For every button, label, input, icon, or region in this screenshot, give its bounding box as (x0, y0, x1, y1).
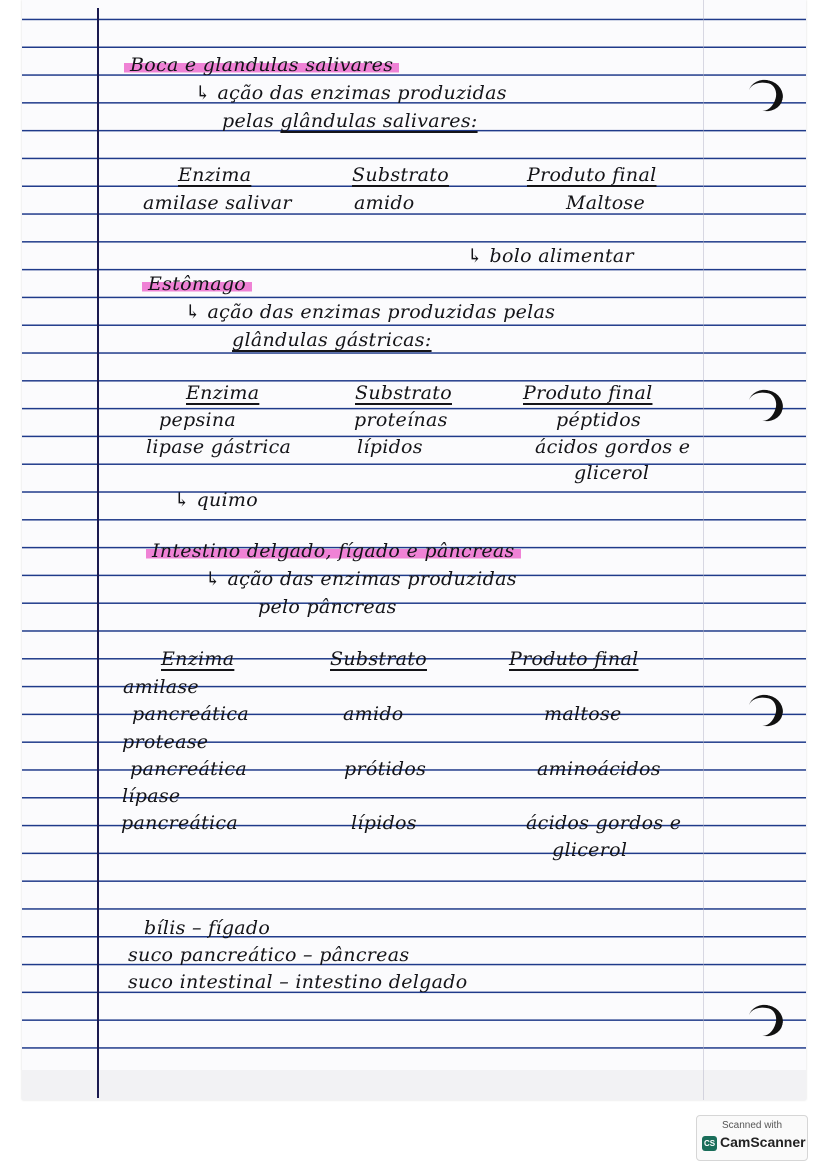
section-title-intestine: Intestino delgado, fígado e pâncreas (146, 540, 521, 562)
note-pancreatic-juice: suco pancreático – pâncreas (128, 944, 410, 966)
s3-row3-enzyme-b: pancreática (121, 812, 239, 834)
s3-row2-enzyme-b: pancreática (130, 758, 248, 780)
s2-row2-enzyme: lipase gástrica (146, 436, 292, 458)
note-intestinal-juice: suco intestinal – intestino delgado (128, 971, 468, 993)
s2-row2-substrate: lípidos (357, 436, 423, 458)
s3-row1-enzyme-a: amilase (123, 676, 199, 698)
s2-result: ↳ quimo (174, 489, 258, 511)
s1-result: ↳ bolo alimentar (467, 245, 634, 267)
left-margin-line (97, 8, 99, 1098)
page-bottom-edge (22, 1070, 806, 1100)
section-title-mouth: Boca e glandulas salivares (124, 54, 399, 76)
s3-row2-enzyme-a: protease (122, 731, 209, 753)
s3-row1-enzyme-b: pancreática (132, 703, 250, 725)
camscanner-watermark (696, 1115, 808, 1161)
s2-header-enzyme: Enzima (186, 382, 260, 404)
s3-row2-product: aminoácidos (537, 758, 661, 780)
camscanner-logo-icon: CS (702, 1136, 717, 1151)
s2-header-substrate: Substrato (355, 382, 452, 404)
section-1-line-1: ↳ ação das enzimas produzidas (195, 82, 507, 104)
s3-row3-product: ácidos gordos e (526, 812, 682, 834)
section-3-line-1: ↳ ação das enzimas produzidas (205, 568, 517, 590)
scanned-with-text: Scanned with (721, 1120, 783, 1131)
s3-row1-product: maltose (544, 703, 622, 725)
s3-row2-substrate: prótidos (344, 758, 427, 780)
section-1-line-2-underlined: glândulas salivares: (280, 110, 478, 132)
section-1-line-2-pre: pelas (222, 110, 275, 132)
s3-row1-substrate: amido (343, 703, 404, 725)
section-2-line-2: glândulas gástricas: (232, 329, 432, 351)
s2-header-product: Produto final (523, 382, 653, 404)
section-3-line-2: pelo pâncreas (258, 596, 397, 618)
section-2-line-1: ↳ ação das enzimas produzidas pelas (185, 301, 556, 323)
section-title-stomach: Estômago (142, 273, 252, 295)
s1-row1-enzyme: amilase salivar (143, 192, 292, 214)
s2-row2-product-cont: glicerol (574, 462, 650, 484)
s3-header-substrate: Substrato (330, 648, 427, 670)
note-bile: bílis – fígado (144, 917, 271, 939)
s2-row1-product: péptidos (556, 409, 642, 431)
s1-row1-product: Maltose (566, 192, 646, 214)
section-1-line-2 (222, 110, 478, 132)
s2-row1-substrate: proteínas (354, 409, 448, 431)
s1-row1-substrate: amido (354, 192, 415, 214)
s1-header-substrate: Substrato (352, 164, 449, 186)
s3-header-enzyme: Enzima (161, 648, 235, 670)
camscanner-brand: CamScanner (720, 1134, 806, 1150)
s1-header-enzyme: Enzima (178, 164, 252, 186)
s3-row3-enzyme-a: lípase (122, 785, 181, 807)
s2-row2-product: ácidos gordos e (535, 436, 691, 458)
s3-header-product: Produto final (509, 648, 639, 670)
s3-row3-product-cont: glicerol (552, 839, 628, 861)
right-margin-line (703, 0, 704, 1100)
s2-row1-enzyme: pepsina (159, 409, 237, 431)
s1-header-product: Produto final (527, 164, 657, 186)
s3-row3-substrate: lípidos (351, 812, 417, 834)
